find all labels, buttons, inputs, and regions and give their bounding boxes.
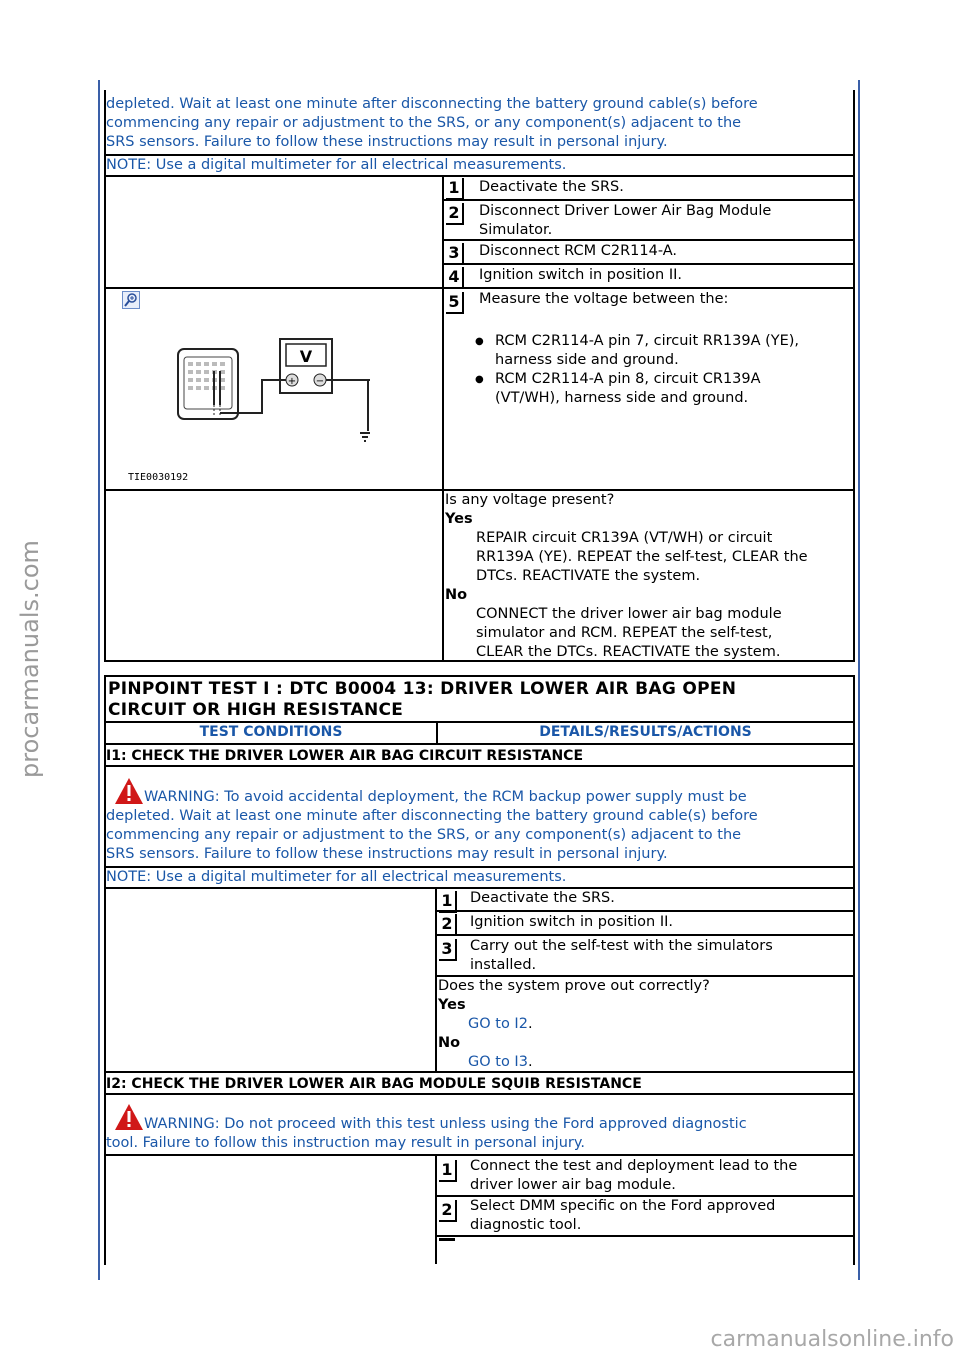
note-top: NOTE: Use a digital multimeter for all electrical measurements. xyxy=(106,157,567,173)
i1-warning: WARNING: To avoid accidental deployment, the RCM backup power supply must be depleted. Wait at least one minute after disconnecting the battery ground cable(s) before commencing any repair or adjustment to the SRS, or any component(s) adjacent to the SRS sensors. Failure to follow these instructions may result in personal injury. xyxy=(106,789,758,862)
bottom-watermark: carmanualsonline.info xyxy=(710,1327,954,1352)
divider xyxy=(104,765,855,767)
i1-note: NOTE: Use a digital multimeter for all electrical measurements. xyxy=(106,869,567,885)
divider xyxy=(104,1093,855,1095)
step-text: Deactivate the SRS. xyxy=(479,179,624,195)
i2-title: I2: CHECK THE DRIVER LOWER AIR BAG MODULE SQUIB RESISTANCE xyxy=(106,1076,642,1092)
step-text: Disconnect Driver Lower Air Bag Module Simulator. xyxy=(479,203,772,238)
step-text: Ignition switch in position II. xyxy=(470,914,674,930)
divider xyxy=(442,239,855,241)
magnify-icon xyxy=(123,292,139,308)
step-number: 1 xyxy=(439,891,457,913)
pinpoint-title: PINPOINT TEST I : DTC B0004 13: DRIVER LOWER AIR BAG OPEN CIRCUIT OR HIGH RESISTANCE xyxy=(108,679,737,720)
step-number: 3 xyxy=(439,939,457,961)
step-text: Connect the test and deployment lead to the driver lower air bag module. xyxy=(470,1158,798,1193)
divider xyxy=(442,199,855,201)
page-border-left xyxy=(98,80,100,1280)
divider xyxy=(435,910,855,912)
svg-text:+: + xyxy=(287,376,297,387)
column-separator xyxy=(435,887,437,1071)
step-text: Disconnect RCM C2R114-A. xyxy=(479,243,678,259)
divider xyxy=(442,263,855,265)
divider xyxy=(104,287,855,289)
divider xyxy=(104,721,855,723)
voltmeter-label: V xyxy=(299,347,313,366)
column-separator xyxy=(435,1154,437,1264)
bullet-item: ● RCM C2R114-A pin 7, circuit RR139A (YE), harness side and ground. xyxy=(475,332,845,370)
bullet-list xyxy=(475,332,845,408)
step-number: 2 xyxy=(446,203,464,225)
i1-result-block: Does the system prove out correctly? Yes GO to I2. No GO to I3. xyxy=(438,978,710,1070)
divider xyxy=(435,934,855,936)
svg-text:−: − xyxy=(315,376,325,387)
step-number: 5 xyxy=(446,292,464,314)
divider xyxy=(435,1235,855,1237)
divider xyxy=(104,175,855,177)
step-text: Measure the voltage between the: xyxy=(479,291,729,307)
step-number: 1 xyxy=(439,1160,457,1182)
step-number-partial xyxy=(439,1238,455,1241)
i2-warning: WARNING: Do not proceed with this test unless using the Ford approved diagnostic tool. Failure to follow this instruction may result in personal injury. xyxy=(106,1116,747,1151)
divider xyxy=(104,1071,855,1073)
page-border-right xyxy=(858,80,860,1280)
divider xyxy=(104,743,855,745)
step-text: Ignition switch in position II. xyxy=(479,267,683,283)
step-text: Carry out the self-test with the simulators installed. xyxy=(470,938,773,973)
step-number: 1 xyxy=(446,178,464,200)
column-separator xyxy=(442,175,444,662)
go-to-i2-link[interactable]: GO to I2 xyxy=(468,1016,528,1032)
divider xyxy=(104,1154,855,1156)
step-number: 3 xyxy=(446,243,464,265)
voltage-measurement-diagram xyxy=(170,335,370,455)
step-text: Deactivate the SRS. xyxy=(470,890,615,906)
side-watermark: procarmanuals.com xyxy=(16,540,44,778)
column-header-test-conditions: TEST CONDITIONS xyxy=(199,724,343,740)
result-block: Is any voltage present? Yes REPAIR circuit CR139A (VT/WH) or circuit RR139A (YE). REPEAT the self-test, CLEAR the DTCs. REACTIVATE the system. No CONNECT the driver lower air bag module simulator and RCM. REPEAT the self-test, CLEAR the DTCs. REACTIVATE the system. xyxy=(445,492,808,660)
column-header-details: DETAILS/RESULTS/ACTIONS xyxy=(539,724,752,740)
bullet-item: ● RCM C2R114-A pin 8, circuit CR139A (VT/WH), harness side and ground. xyxy=(475,370,845,408)
i1-title: I1: CHECK THE DRIVER LOWER AIR BAG CIRCUIT RESISTANCE xyxy=(106,748,584,764)
go-to-i3-link[interactable]: GO to I3 xyxy=(468,1054,528,1070)
zoom-icon[interactable] xyxy=(122,291,140,309)
figure-caption: TIE0030192 xyxy=(128,472,189,483)
step-number: 2 xyxy=(439,1200,457,1222)
step-text: Select DMM specific on the Ford approved diagnostic tool. xyxy=(470,1198,776,1233)
warning-continued: depleted. Wait at least one minute after disconnecting the battery ground cable(s) before commencing any repair or adjustment to the SRS, or any component(s) adjacent to the SRS sensors. Failure to follow these instructions may result in personal injury. xyxy=(106,96,758,150)
step-number: 4 xyxy=(446,267,464,289)
step-number: 2 xyxy=(439,914,457,936)
